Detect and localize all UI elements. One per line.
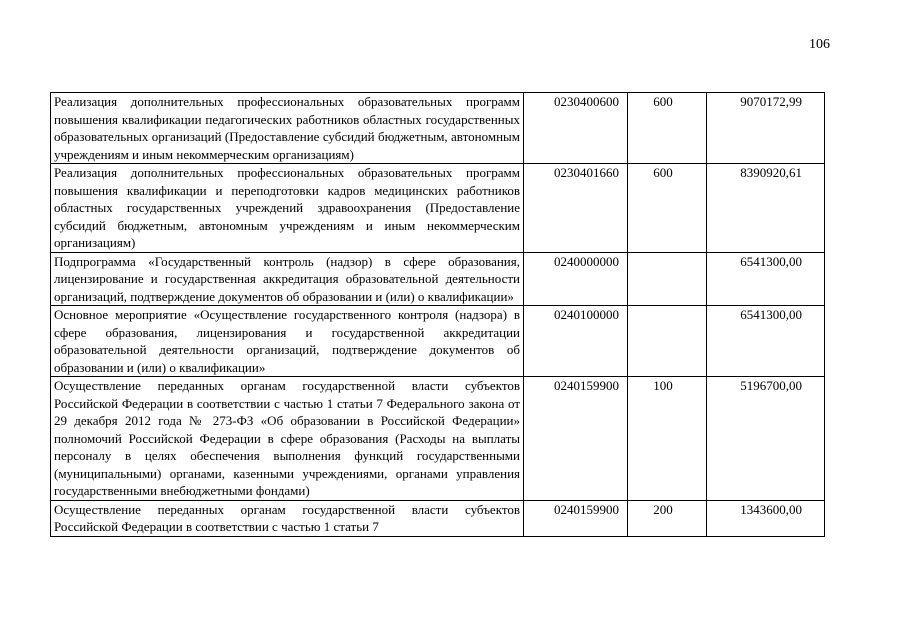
row-expense-type: 100 xyxy=(628,377,707,501)
row-name: Основное мероприятие «Осуществление государственного контроля (надзора) в сфере образования, лицензирования и государственной аккредитации образовательной деятельности организаций, подтверждение документов об образовании и (или) о квалификации» xyxy=(51,306,524,377)
page-number: 106 xyxy=(809,37,830,52)
table-row xyxy=(51,164,825,253)
row-name: Реализация дополнительных профессиональных образовательных программ повышения квалификации педагогических работников областных государственных образовательных организаций (Предоставление субсидий бюджетным, автономным учреждениям и иным некоммерческим организациям) xyxy=(51,93,524,164)
table-row xyxy=(51,93,825,164)
row-target-code: 0230401660 xyxy=(524,164,628,253)
row-amount: 8390920,61 xyxy=(707,164,825,253)
table-row xyxy=(51,306,825,377)
row-target-code: 0240159900 xyxy=(524,500,628,536)
row-name: Реализация дополнительных профессиональных образовательных программ повышения квалификации и переподготовки кадров медицинских работников областных государственных учреждений здравоохранения (Предоставление субсидий бюджетным, автономным учреждениям и иным некоммерческим организациям) xyxy=(51,164,524,253)
row-amount: 6541300,00 xyxy=(707,252,825,306)
row-amount: 5196700,00 xyxy=(707,377,825,501)
table-row xyxy=(51,500,825,536)
table-row xyxy=(51,252,825,306)
row-name: Подпрограмма «Государственный контроль (надзор) в сфере образования, лицензирование и государственная аккредитация образовательной деятельности организаций, подтверждение документов об образовании и (или) о квалификации» xyxy=(51,252,524,306)
row-expense-type: 600 xyxy=(628,93,707,164)
budget-table xyxy=(50,92,825,537)
row-amount: 1343600,00 xyxy=(707,500,825,536)
table-row xyxy=(51,377,825,501)
row-expense-type: 200 xyxy=(628,500,707,536)
row-target-code: 0230400600 xyxy=(524,93,628,164)
row-expense-type: 600 xyxy=(628,164,707,253)
row-amount: 9070172,99 xyxy=(707,93,825,164)
row-amount: 6541300,00 xyxy=(707,306,825,377)
row-expense-type xyxy=(628,252,707,306)
row-target-code: 0240100000 xyxy=(524,306,628,377)
row-target-code: 0240000000 xyxy=(524,252,628,306)
row-expense-type xyxy=(628,306,707,377)
row-name: Осуществление переданных органам государственной власти субъектов Российской Федерации в соответствии с частью 1 статьи 7 Федерального закона от 29 декабря 2012 года № 273-ФЗ «Об образовании в Российской Федерации» полномочий Российской Федерации в сфере образования (Расходы на выплаты персоналу в целях обеспечения выполнения функций государственными (муниципальными) органами, казенными учреждениями, органами управления государственными внебюджетными фондами) xyxy=(51,377,524,501)
row-target-code: 0240159900 xyxy=(524,377,628,501)
row-name: Осуществление переданных органам государственной власти субъектов Российской Федерации в соответствии с частью 1 статьи 7 xyxy=(51,500,524,536)
